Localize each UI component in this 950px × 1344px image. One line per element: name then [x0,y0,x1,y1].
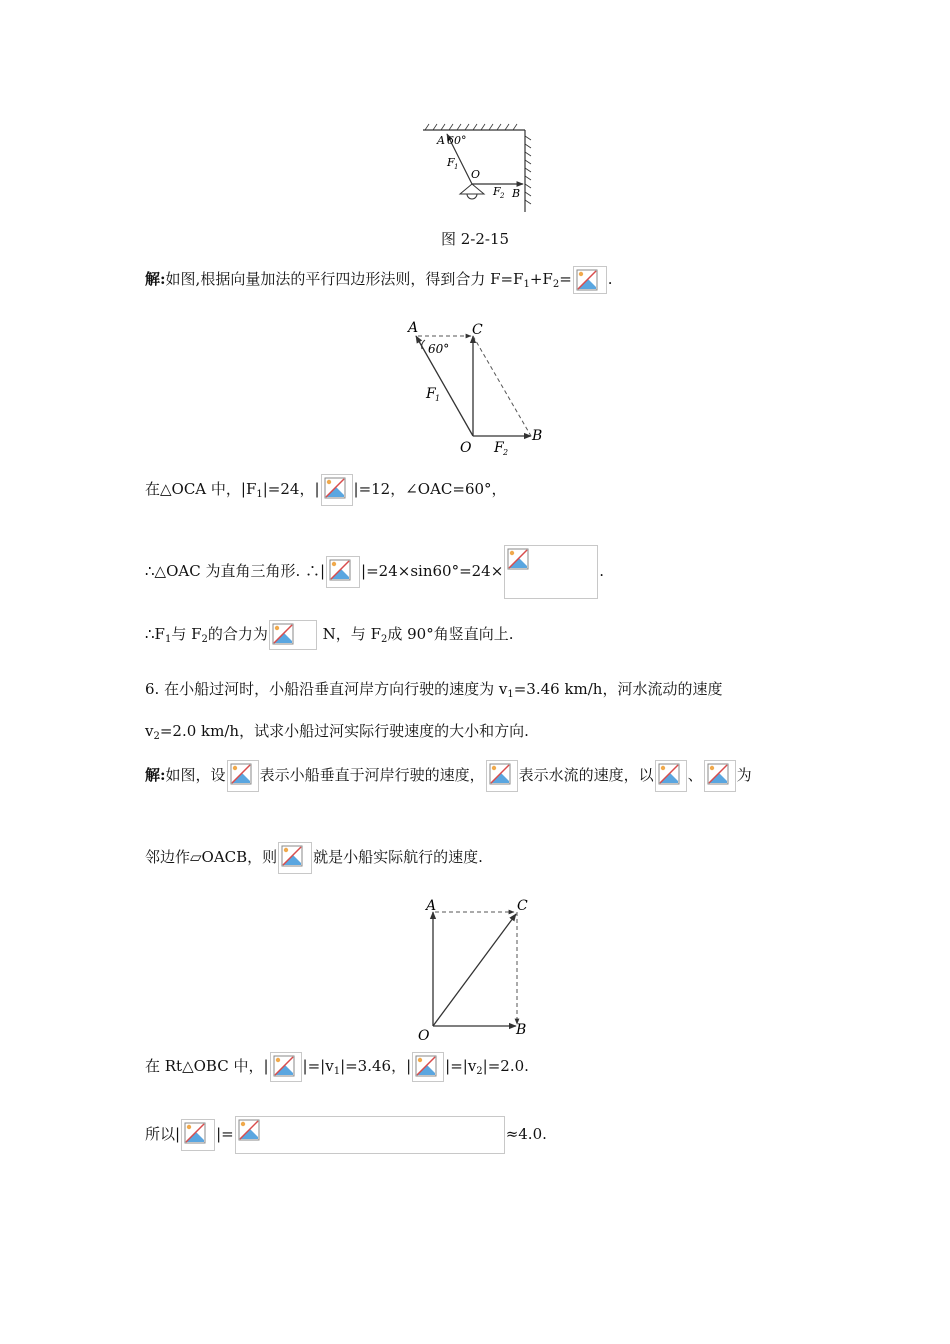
solution6-line2: 邻边作▱OACB，则 就是小船实际航行的速度. [145,842,483,874]
fig1-label-o: O [471,168,481,181]
line-final-answer: 所以| |= ≈4.0. [145,1116,547,1154]
fig2-label-f1: F [426,386,436,402]
solution-label: 解: [145,766,166,784]
line-triangle-oca: 在△OCA 中，$|F_1|=24$，| |=12，∠OAC=60°， [145,474,507,506]
broken-image-icon [504,545,598,599]
broken-image-icon [227,760,259,792]
fig1-label-f2-sub: 2 [500,192,505,200]
broken-image-icon [278,842,312,874]
broken-image-icon [269,620,317,650]
fig2-label-c: C [472,322,483,338]
fig3-label-a: A [426,898,437,914]
broken-image-icon [321,474,353,506]
fig2-label-f1-sub: 1 [435,394,441,403]
fig1-label-angle: 60° [447,134,467,147]
solution-label: 解: [145,270,166,288]
fig3-label-c: C [517,898,528,914]
broken-image-icon [655,760,687,792]
broken-image-icon [704,760,736,792]
broken-image-icon [486,760,518,792]
broken-image-icon [181,1119,215,1151]
fig2-label-b: B [532,428,543,444]
fig1-label-a: A [437,134,445,147]
broken-image-icon [326,556,360,588]
line-right-triangle: ∴△OAC 为直角三角形. ∴| |=24×sin60°=24× . [145,545,604,599]
fig1-label-f-sub: 1 [454,163,459,171]
line-right-triangle-obc: 在 Rt△OBC 中，| $|=|v_1|=3.46$，| $|=|v_2|=2.0$. [145,1052,529,1083]
fig2-label-angle: 60° [428,342,450,356]
fig2-label-f2-sub: 2 [503,448,509,457]
figure-parallelogram-forces [398,318,548,458]
fig1-label-b: B [512,187,521,200]
broken-image-icon [573,266,607,294]
fig3-label-o: O [418,1028,430,1044]
fig2-label-f2: F [494,440,504,456]
solution6-line1: 解:如图，设 表示小船垂直于河岸行驶的速度， 表示水流的速度，以 、 为 [145,760,752,792]
fig2-label-o: O [460,440,472,456]
broken-image-icon [412,1052,444,1082]
solution1-line: 解:如图,根据向量加法的平行四边形法则，得到合力 $F=F_1+F_2=$ . [145,266,613,296]
problem6-line1: 6. 在小船过河时，小船沿垂直河岸方向行驶的速度为 $v_1=3.46$ km/h，河水流动的速度 [145,680,723,700]
figure-2-2-15 [415,122,535,217]
problem6-line2: $v_2=2.0$ km/h，试求小船过河实际行驶速度的大小和方向. [145,722,529,742]
line-resultant-force: $\therefore F_1$与 $F_2$的合力为 N，与 $F_2$成 90°角竖直向上. [145,620,513,651]
fig1-label-f: F [447,156,455,169]
fig3-label-b: B [516,1022,527,1038]
figure-boat-velocity [410,894,540,1044]
fig1-label-f2: F [493,185,501,198]
fig2-label-a: A [408,320,419,336]
figure-caption: 图 2-2-15 [440,230,510,248]
broken-image-icon [270,1052,302,1082]
broken-image-icon [235,1116,505,1154]
